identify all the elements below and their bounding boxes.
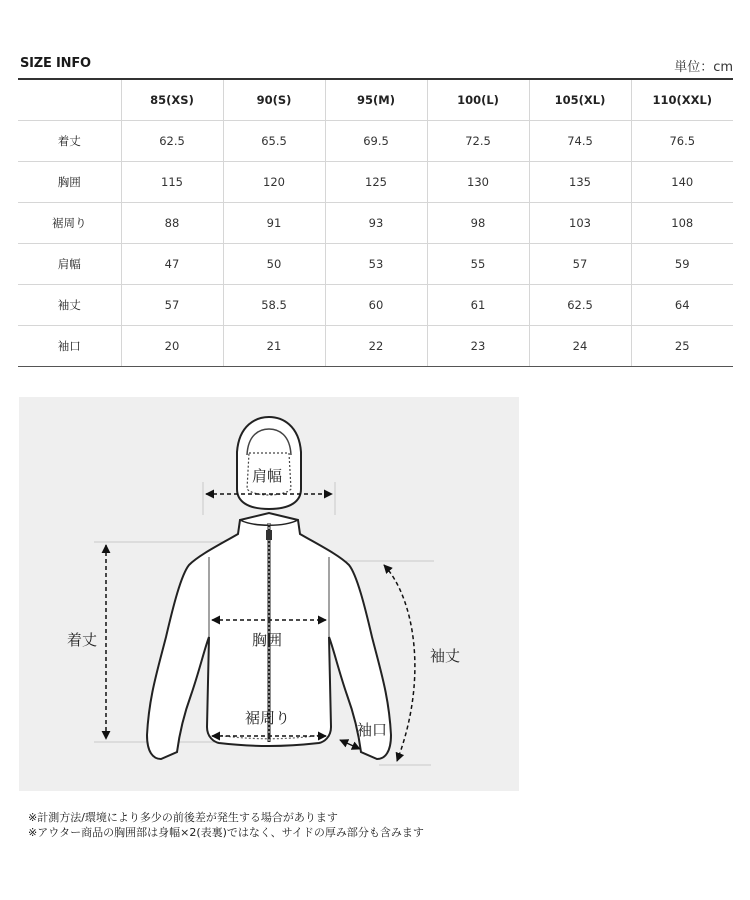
table-cell: 53 (325, 244, 427, 285)
table-cell: 65.5 (223, 121, 325, 162)
table-cell: 91 (223, 203, 325, 244)
column-header: 85(XS) (121, 79, 223, 121)
column-header: 95(M) (325, 79, 427, 121)
table-cell: 108 (631, 203, 733, 244)
cuff-label: 袖口 (357, 721, 388, 739)
table-row (18, 121, 733, 162)
notes (28, 810, 424, 840)
cuff-arrow (340, 740, 360, 749)
row-label: 胸囲 (18, 162, 121, 203)
size-info-title: SIZE INFO (20, 56, 91, 71)
column-header: 105(XL) (529, 79, 631, 121)
table-cell: 47 (121, 244, 223, 285)
table-cell: 98 (427, 203, 529, 244)
table-cell: 59 (631, 244, 733, 285)
note-line: ※計測方法/環境により多少の前後差が発生する場合があります (28, 811, 338, 824)
row-label: 袖口 (18, 326, 121, 367)
shoulder-width-label: 肩幅 (252, 467, 283, 485)
size-info-header (20, 56, 733, 76)
table-cell: 24 (529, 326, 631, 367)
note-line: ※アウター商品の胸囲部は身幅×2(表裏)ではなく、サイドの厚み部分も含みます (28, 826, 424, 839)
table-cell: 50 (223, 244, 325, 285)
table-row (18, 244, 733, 285)
row-label: 袖丈 (18, 285, 121, 326)
column-header: 110(XXL) (631, 79, 733, 121)
table-cell: 125 (325, 162, 427, 203)
table-cell: 62.5 (121, 121, 223, 162)
measurement-diagram (19, 397, 519, 791)
table-cell: 76.5 (631, 121, 733, 162)
sleeve-length-label: 袖丈 (430, 647, 461, 665)
chest-label: 胸囲 (252, 631, 283, 649)
column-header: 100(L) (427, 79, 529, 121)
table-cell: 88 (121, 203, 223, 244)
table-cell: 23 (427, 326, 529, 367)
table-cell: 57 (529, 244, 631, 285)
hem-label: 裾周り (245, 709, 291, 727)
table-cell: 20 (121, 326, 223, 367)
table-row (18, 326, 733, 367)
table-cell: 135 (529, 162, 631, 203)
table-cell: 93 (325, 203, 427, 244)
table-row (18, 162, 733, 203)
table-cell: 55 (427, 244, 529, 285)
table-cell: 130 (427, 162, 529, 203)
table-cell: 69.5 (325, 121, 427, 162)
table-cell: 25 (631, 326, 733, 367)
column-header (18, 79, 121, 121)
size-table-header-row (18, 79, 733, 121)
unit-label: 単位：cm (674, 60, 733, 75)
size-table (18, 78, 733, 367)
row-label: 裾周り (18, 203, 121, 244)
jacket-illustration (19, 397, 519, 791)
table-cell: 21 (223, 326, 325, 367)
table-cell: 22 (325, 326, 427, 367)
table-cell: 62.5 (529, 285, 631, 326)
table-cell: 140 (631, 162, 733, 203)
table-row (18, 285, 733, 326)
table-cell: 72.5 (427, 121, 529, 162)
table-cell: 120 (223, 162, 325, 203)
table-cell: 61 (427, 285, 529, 326)
column-header: 90(S) (223, 79, 325, 121)
length-label: 着丈 (67, 631, 98, 649)
table-row (18, 203, 733, 244)
row-label: 肩幅 (18, 244, 121, 285)
row-label: 着丈 (18, 121, 121, 162)
table-cell: 115 (121, 162, 223, 203)
hood-shape (237, 417, 301, 509)
table-cell: 57 (121, 285, 223, 326)
table-cell: 64 (631, 285, 733, 326)
table-cell: 103 (529, 203, 631, 244)
table-cell: 74.5 (529, 121, 631, 162)
table-cell: 60 (325, 285, 427, 326)
table-cell: 58.5 (223, 285, 325, 326)
